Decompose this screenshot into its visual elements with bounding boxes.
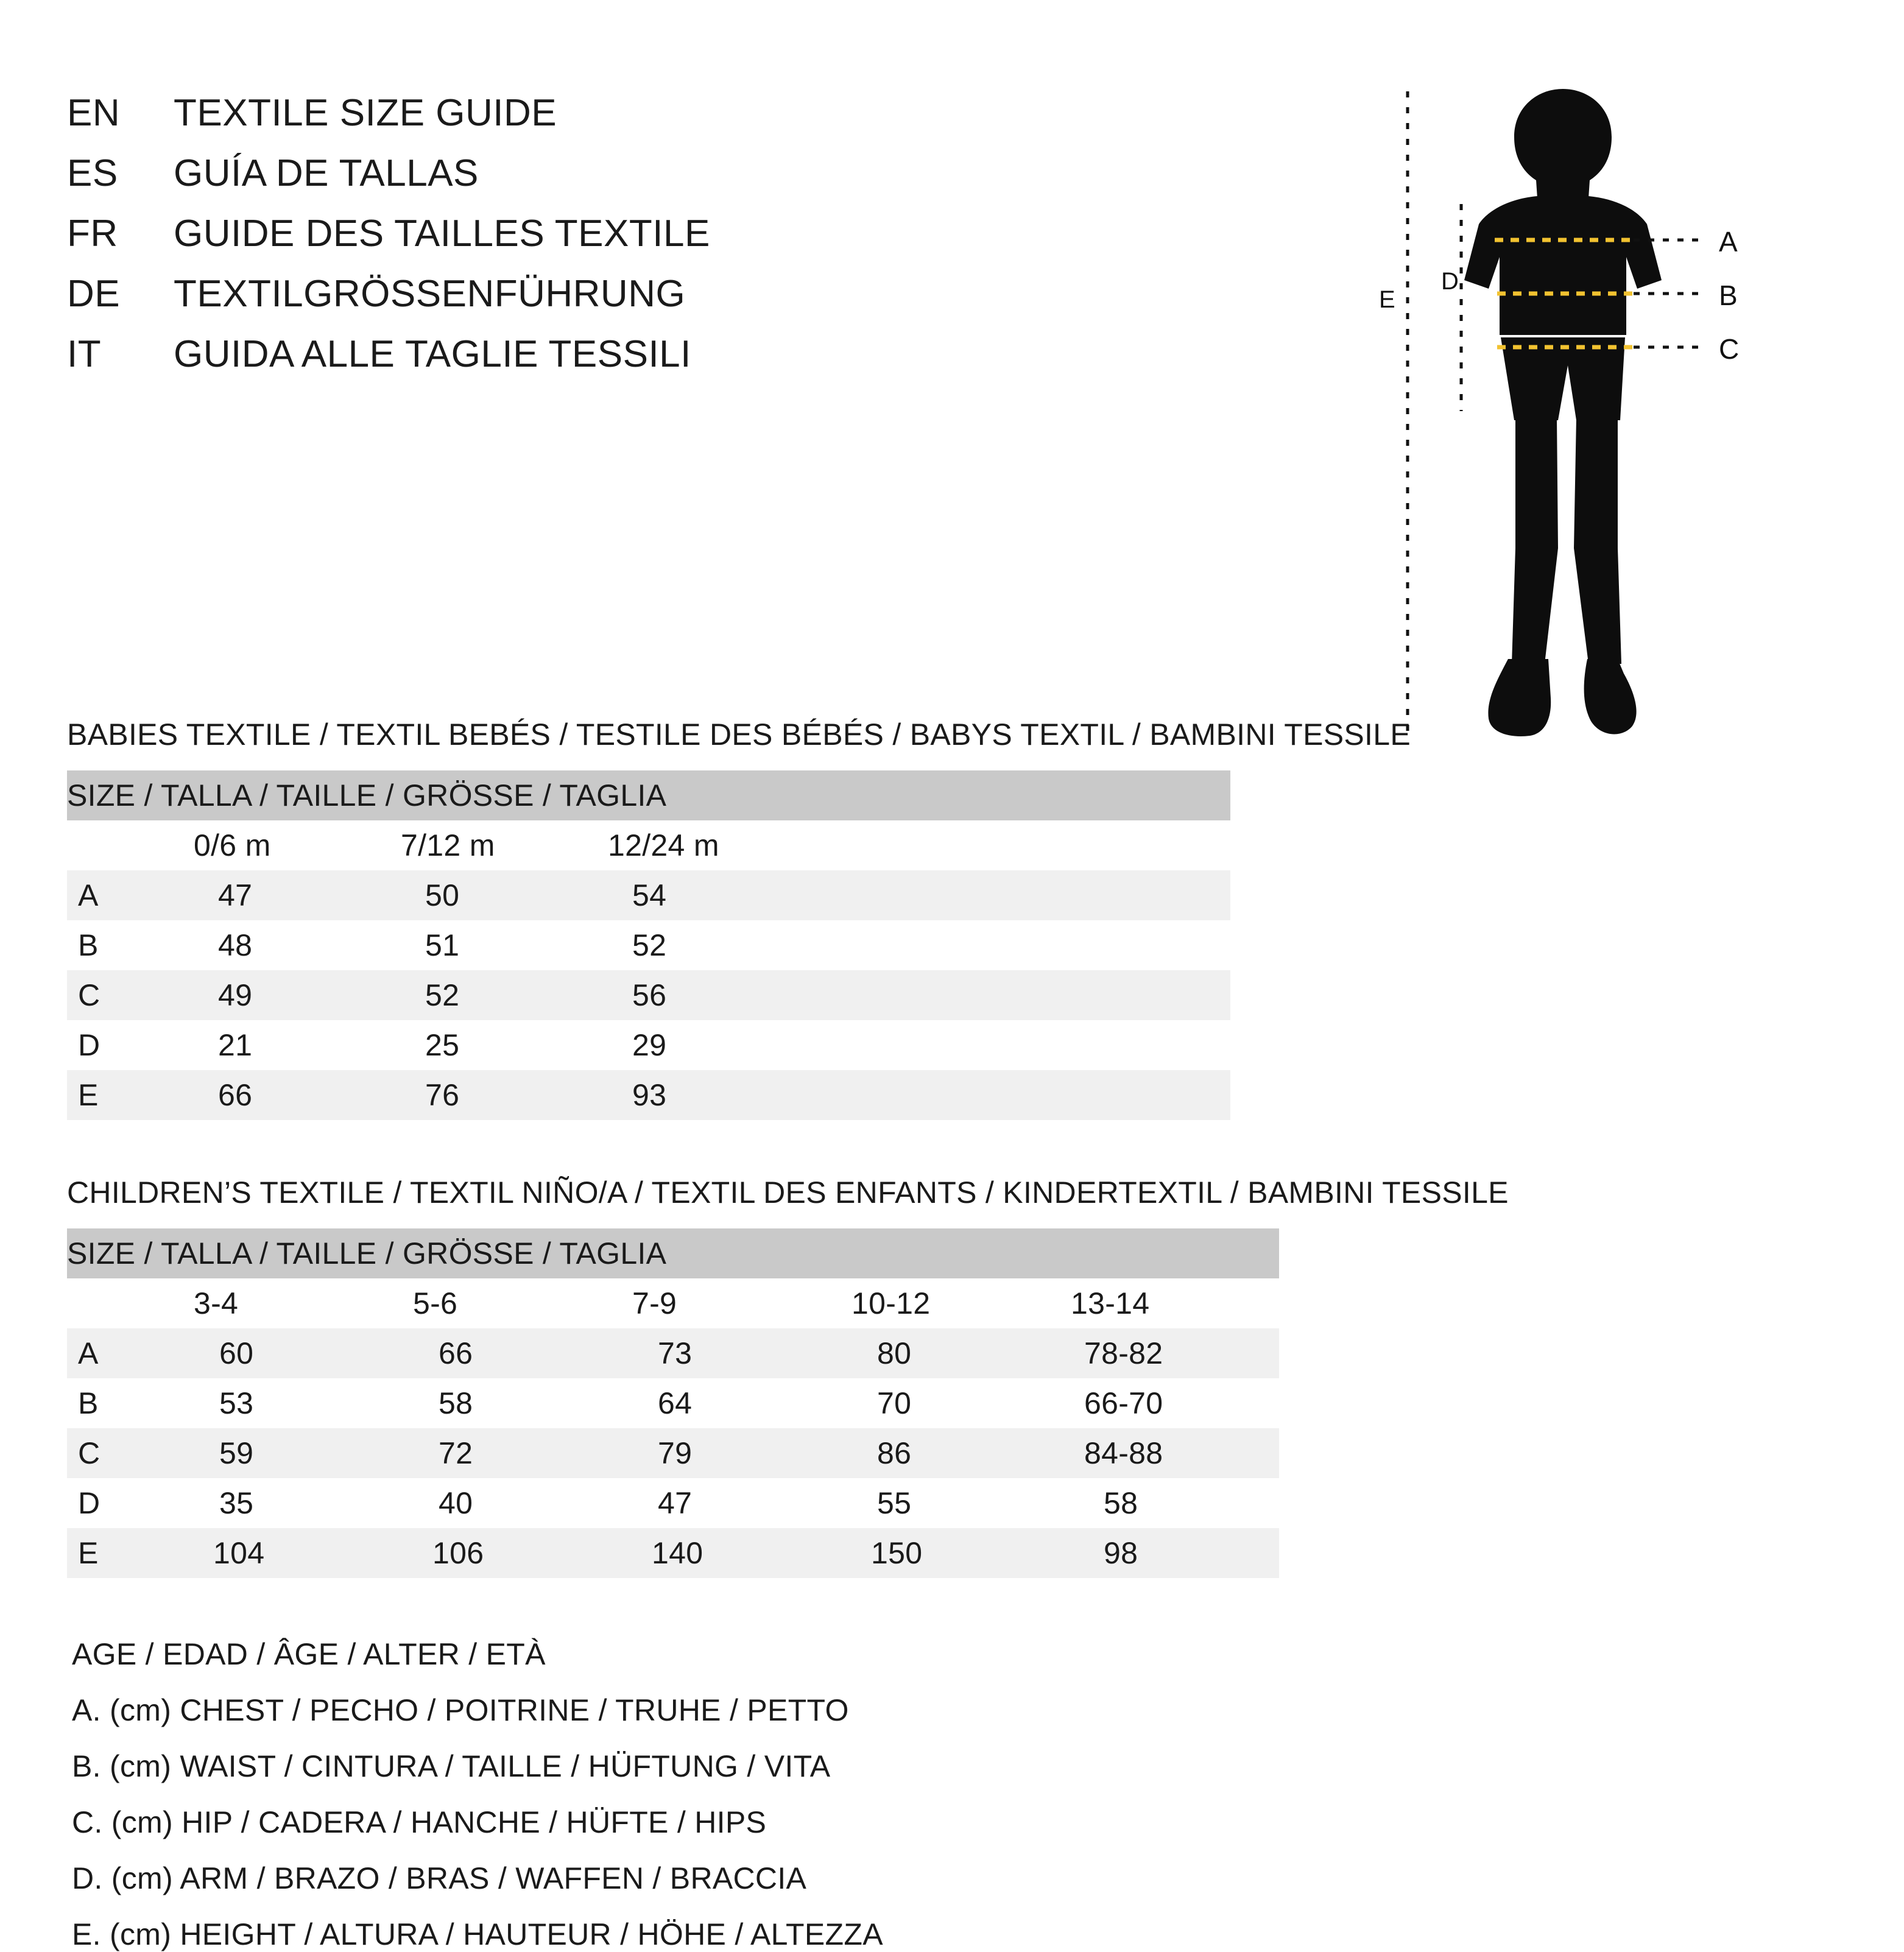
table-cell: 150 <box>841 1528 1060 1578</box>
table-cell: 70 <box>841 1378 1060 1428</box>
babies-section <box>67 717 1831 1120</box>
table-column-header-row <box>67 1278 1279 1328</box>
children-band-label: SIZE / TALLA / TAILLE / GRÖSSE / TAGLIA <box>67 1228 1279 1278</box>
legend-block <box>67 1637 1831 1952</box>
table-cell: 51 <box>390 920 597 970</box>
language-title: GUIDA ALLE TAGLIE TESSILI <box>174 333 691 375</box>
row-label: D <box>67 1020 183 1070</box>
table-row <box>67 1478 1279 1528</box>
language-title: TEXTILE SIZE GUIDE <box>174 92 557 134</box>
table-cell: 56 <box>597 970 804 1020</box>
spacer-cell <box>804 920 1230 970</box>
table-row <box>67 1528 1279 1578</box>
table-cell: 21 <box>183 1020 390 1070</box>
measurement-figure <box>1362 79 1837 761</box>
table-cell: 84-88 <box>1060 1428 1279 1478</box>
table-cell: 49 <box>183 970 390 1020</box>
table-row <box>67 920 1230 970</box>
table-cell: 79 <box>621 1428 841 1478</box>
column-header: 10-12 <box>841 1278 1060 1328</box>
table-row <box>67 1020 1230 1070</box>
row-label: E <box>67 1528 183 1578</box>
row-label: A <box>67 1328 183 1378</box>
spacer-cell <box>804 1020 1230 1070</box>
legend-title: AGE / EDAD / ÂGE / ALTER / ETÀ <box>72 1637 546 1671</box>
spacer-cell <box>804 870 1230 920</box>
language-code: DE <box>67 273 121 315</box>
table-cell: 25 <box>390 1020 597 1070</box>
table-cell: 50 <box>390 870 597 920</box>
table-column-header-row <box>67 820 1230 870</box>
children-size-table <box>67 1228 1279 1578</box>
children-section <box>67 1175 1831 1578</box>
children-caption: CHILDREN’S TEXTILE / TEXTIL NIÑO/A / TEXTIL DES ENFANTS / KINDERTEXTIL / BAMBINI TESSILE <box>67 1175 1509 1210</box>
table-cell: 76 <box>390 1070 597 1120</box>
table-cell: 47 <box>183 870 390 920</box>
corner-cell <box>67 1278 183 1328</box>
legend-item-arm: D. (cm) ARM / BRAZO / BRAS / WAFFEN / BRACCIA <box>72 1861 807 1895</box>
marker-label-a: A <box>1719 226 1738 258</box>
table-cell: 98 <box>1060 1528 1279 1578</box>
language-title: TEXTILGRÖSSENFÜHRUNG <box>174 273 686 315</box>
column-header: 0/6 m <box>183 820 390 870</box>
table-cell: 140 <box>621 1528 841 1578</box>
column-header: 3-4 <box>183 1278 402 1328</box>
row-label: C <box>67 970 183 1020</box>
table-row <box>67 1328 1279 1378</box>
table-header-band <box>67 1228 1279 1278</box>
table-cell: 59 <box>183 1428 402 1478</box>
table-cell: 73 <box>621 1328 841 1378</box>
row-label: B <box>67 1378 183 1428</box>
legend-item-hip: C. (cm) HIP / CADERA / HANCHE / HÜFTE / HIPS <box>72 1805 767 1839</box>
language-code: ES <box>67 152 118 194</box>
language-code: EN <box>67 92 121 134</box>
table-cell: 106 <box>402 1528 621 1578</box>
column-header: 13-14 <box>1060 1278 1279 1328</box>
table-row <box>67 1070 1230 1120</box>
language-code: FR <box>67 213 118 255</box>
table-cell: 66 <box>183 1070 390 1120</box>
table-header-band <box>67 770 1230 820</box>
spacer-cell <box>804 1070 1230 1120</box>
column-header: 5-6 <box>402 1278 621 1328</box>
language-code: IT <box>67 333 102 375</box>
legend-item-height: E. (cm) HEIGHT / ALTURA / HAUTEUR / HÖHE / ALTEZZA <box>72 1917 883 1951</box>
table-cell: 93 <box>597 1070 804 1120</box>
table-cell: 66-70 <box>1060 1378 1279 1428</box>
corner-cell <box>67 820 183 870</box>
column-header: 7-9 <box>621 1278 841 1328</box>
child-silhouette <box>1464 89 1662 736</box>
table-cell: 58 <box>1060 1478 1279 1528</box>
marker-label-d: D <box>1441 268 1459 295</box>
marker-label-e: E <box>1379 286 1395 313</box>
spacer-cell <box>804 820 1230 870</box>
table-cell: 55 <box>841 1478 1060 1528</box>
table-cell: 48 <box>183 920 390 970</box>
table-cell: 53 <box>183 1378 402 1428</box>
row-label: D <box>67 1478 183 1528</box>
table-cell: 29 <box>597 1020 804 1070</box>
language-title: GUÍA DE TALLAS <box>174 152 479 194</box>
table-cell: 40 <box>402 1478 621 1528</box>
spacer-cell <box>804 970 1230 1020</box>
legend-item-chest: A. (cm) CHEST / PECHO / POITRINE / TRUHE / PETTO <box>72 1693 849 1727</box>
table-row <box>67 870 1230 920</box>
marker-label-c: C <box>1719 333 1740 365</box>
table-cell: 80 <box>841 1328 1060 1378</box>
legend-item-waist: B. (cm) WAIST / CINTURA / TAILLE / HÜFTUNG / VITA <box>72 1749 831 1783</box>
table-cell: 54 <box>597 870 804 920</box>
table-cell: 104 <box>183 1528 402 1578</box>
table-cell: 66 <box>402 1328 621 1378</box>
table-row <box>67 1378 1279 1428</box>
babies-size-table <box>67 770 1230 1120</box>
table-cell: 64 <box>621 1378 841 1428</box>
table-cell: 60 <box>183 1328 402 1378</box>
row-label: E <box>67 1070 183 1120</box>
row-label: C <box>67 1428 183 1478</box>
row-label: B <box>67 920 183 970</box>
table-cell: 86 <box>841 1428 1060 1478</box>
babies-caption: BABIES TEXTILE / TEXTIL BEBÉS / TESTILE DES BÉBÉS / BABYS TEXTIL / BAMBINI TESSILE <box>67 717 1411 752</box>
table-cell: 47 <box>621 1478 841 1528</box>
column-header: 12/24 m <box>597 820 804 870</box>
table-row <box>67 1428 1279 1478</box>
language-title: GUIDE DES TAILLES TEXTILE <box>174 213 710 255</box>
table-cell: 52 <box>597 920 804 970</box>
table-cell: 35 <box>183 1478 402 1528</box>
table-cell: 52 <box>390 970 597 1020</box>
column-header: 7/12 m <box>390 820 597 870</box>
marker-label-b: B <box>1719 280 1738 311</box>
row-label: A <box>67 870 183 920</box>
table-cell: 72 <box>402 1428 621 1478</box>
table-cell: 58 <box>402 1378 621 1428</box>
table-row <box>67 970 1230 1020</box>
table-cell: 78-82 <box>1060 1328 1279 1378</box>
babies-band-label: SIZE / TALLA / TAILLE / GRÖSSE / TAGLIA <box>67 770 1230 820</box>
